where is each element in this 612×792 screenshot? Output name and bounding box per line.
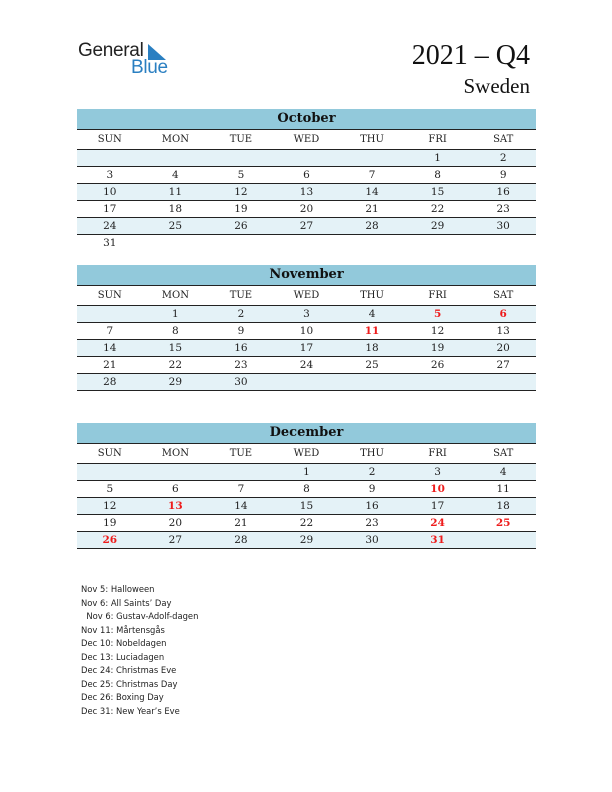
day-cell: 11: [143, 184, 209, 201]
day-cell: 14: [339, 184, 405, 201]
day-cell: 2: [339, 464, 405, 481]
day-cell: 15: [274, 498, 340, 515]
day-cell: 8: [274, 481, 340, 498]
holiday-list-item: Dec 25: Christmas Day: [81, 678, 178, 689]
day-cell: 1: [274, 464, 340, 481]
day-cell: 17: [274, 340, 340, 357]
day-cell: 12: [77, 498, 143, 515]
day-cell: 20: [143, 515, 209, 532]
weekday-header: FRI: [405, 286, 471, 306]
holiday-list-item: Nov 6: All Saints’ Day: [81, 597, 172, 608]
holiday-day-cell: 25: [470, 515, 536, 532]
day-cell: 29: [274, 532, 340, 549]
empty-day-cell: [470, 374, 536, 391]
day-cell: 27: [470, 357, 536, 374]
week-row: [77, 150, 536, 167]
day-cell: 3: [274, 306, 340, 323]
week-row: [77, 201, 536, 218]
weekday-header: MON: [143, 130, 209, 150]
weekday-header: MON: [143, 444, 209, 464]
day-cell: 6: [274, 167, 340, 184]
day-cell: 30: [208, 374, 274, 391]
weekday-header: THU: [339, 130, 405, 150]
day-cell: 7: [339, 167, 405, 184]
holiday-day-cell: 24: [405, 515, 471, 532]
day-cell: 18: [143, 201, 209, 218]
day-cell: 30: [339, 532, 405, 549]
week-row: [77, 306, 536, 323]
day-cell: 8: [405, 167, 471, 184]
day-cell: 18: [470, 498, 536, 515]
day-cell: 24: [77, 218, 143, 235]
logo-word-general: General: [78, 40, 144, 61]
holiday-day-cell: 26: [77, 532, 143, 549]
empty-day-cell: [143, 235, 209, 252]
week-row: [77, 515, 536, 532]
day-cell: 22: [143, 357, 209, 374]
empty-day-cell: [339, 235, 405, 252]
day-cell: 29: [405, 218, 471, 235]
month-title: December: [77, 423, 536, 444]
holiday-list-item: Nov 11: Mårtensgås: [81, 624, 165, 635]
day-cell: 27: [274, 218, 340, 235]
day-cell: 3: [77, 167, 143, 184]
empty-day-cell: [77, 150, 143, 167]
day-cell: 5: [208, 167, 274, 184]
day-cell: 22: [274, 515, 340, 532]
weekday-header: SUN: [77, 130, 143, 150]
empty-day-cell: [274, 374, 340, 391]
day-cell: 23: [208, 357, 274, 374]
month-grid: [77, 130, 536, 251]
weekday-header: SAT: [470, 286, 536, 306]
day-cell: 25: [143, 218, 209, 235]
empty-day-cell: [470, 532, 536, 549]
empty-day-cell: [274, 150, 340, 167]
day-cell: 28: [339, 218, 405, 235]
weekday-header: WED: [274, 130, 340, 150]
day-cell: 2: [470, 150, 536, 167]
empty-day-cell: [208, 150, 274, 167]
day-cell: 9: [339, 481, 405, 498]
week-row: [77, 340, 536, 357]
day-cell: 14: [77, 340, 143, 357]
week-row: [77, 167, 536, 184]
empty-day-cell: [143, 150, 209, 167]
weekday-header: SAT: [470, 130, 536, 150]
day-cell: 1: [143, 306, 209, 323]
day-cell: 18: [339, 340, 405, 357]
day-cell: 28: [77, 374, 143, 391]
day-cell: 14: [208, 498, 274, 515]
day-cell: 20: [470, 340, 536, 357]
week-row: [77, 184, 536, 201]
day-cell: 29: [143, 374, 209, 391]
holiday-day-cell: 31: [405, 532, 471, 549]
empty-day-cell: [208, 464, 274, 481]
month-title: October: [77, 109, 536, 130]
day-cell: 27: [143, 532, 209, 549]
weekday-header: TUE: [208, 444, 274, 464]
day-cell: 28: [208, 532, 274, 549]
day-cell: 4: [470, 464, 536, 481]
holiday-list-item: Dec 26: Boxing Day: [81, 692, 164, 702]
holiday-day-cell: 5: [405, 306, 471, 323]
day-cell: 23: [470, 201, 536, 218]
day-cell: 31: [103, 237, 117, 249]
empty-day-cell: [339, 150, 405, 167]
day-cell: 19: [405, 340, 471, 357]
empty-day-cell: [405, 235, 471, 252]
weekday-header: SUN: [77, 286, 143, 306]
holiday-list-item: Dec 13: Luciadagen: [81, 651, 165, 662]
day-cell: 25: [339, 357, 405, 374]
day-cell: 6: [143, 481, 209, 498]
day-cell: 19: [208, 201, 274, 218]
week-row: [77, 323, 536, 340]
day-cell: 3: [405, 464, 471, 481]
day-cell: 21: [208, 515, 274, 532]
holiday-list: [81, 583, 198, 718]
week-row: [77, 532, 536, 549]
empty-day-cell: [77, 306, 143, 323]
weekday-header: WED: [274, 444, 340, 464]
day-cell: 23: [339, 515, 405, 532]
weekday-header: THU: [339, 286, 405, 306]
logo: [78, 40, 178, 80]
day-cell: 7: [208, 481, 274, 498]
holiday-day-cell: 6: [470, 306, 536, 323]
day-cell: 22: [405, 201, 471, 218]
weekday-header: SAT: [470, 444, 536, 464]
day-cell: 4: [339, 306, 405, 323]
week-row: [77, 357, 536, 374]
holiday-list-item: Dec 31: New Year’s Eve: [81, 705, 180, 716]
holiday-list-item: Nov 5: Halloween: [81, 584, 155, 594]
weekday-header: FRI: [405, 444, 471, 464]
week-row: [77, 498, 536, 515]
weekday-header: MON: [143, 286, 209, 306]
day-cell: 5: [77, 481, 143, 498]
day-cell: 21: [339, 201, 405, 218]
day-cell: 12: [405, 323, 471, 340]
holiday-day-cell: 13: [143, 498, 209, 515]
empty-day-cell: [405, 374, 471, 391]
month-title: November: [77, 265, 536, 286]
day-cell: 20: [274, 201, 340, 218]
day-cell: 16: [208, 340, 274, 357]
day-cell: 26: [208, 218, 274, 235]
day-cell: 16: [339, 498, 405, 515]
month-grid: [77, 286, 536, 391]
week-row: [77, 235, 536, 252]
holiday-list-item: Dec 10: Nobeldagen: [81, 638, 167, 648]
week-row: [77, 481, 536, 498]
holiday-day-cell: 10: [405, 481, 471, 498]
day-cell: 24: [274, 357, 340, 374]
day-cell: 11: [470, 481, 536, 498]
holiday-list-item: Dec 24: Christmas Eve: [81, 665, 177, 675]
day-cell: 21: [77, 357, 143, 374]
day-cell: 4: [143, 167, 209, 184]
day-cell: 8: [143, 323, 209, 340]
month-calendar-december: [77, 423, 536, 549]
day-cell: 26: [405, 357, 471, 374]
week-row: [77, 374, 536, 391]
logo-word-blue: Blue: [131, 57, 168, 78]
empty-day-cell: [470, 235, 536, 252]
empty-day-cell: [208, 235, 274, 252]
country-name: Sweden: [463, 74, 530, 98]
day-cell: 30: [470, 218, 536, 235]
day-cell: 15: [405, 184, 471, 201]
weekday-header: TUE: [208, 286, 274, 306]
day-cell: 17: [77, 201, 143, 218]
day-cell: 2: [208, 306, 274, 323]
day-cell: 13: [274, 184, 340, 201]
holiday-day-cell: 11: [339, 323, 405, 340]
day-cell: 9: [208, 323, 274, 340]
day-cell: 15: [143, 340, 209, 357]
weekday-header: WED: [274, 286, 340, 306]
day-cell: 13: [470, 323, 536, 340]
weekday-header: THU: [339, 444, 405, 464]
day-cell: 19: [77, 515, 143, 532]
empty-day-cell: [77, 464, 143, 481]
empty-day-cell: [274, 235, 340, 252]
weekday-header: TUE: [208, 130, 274, 150]
weekday-header: FRI: [405, 130, 471, 150]
day-cell: 1: [405, 150, 471, 167]
day-cell: 12: [208, 184, 274, 201]
week-row: [77, 464, 536, 481]
month-calendar-october: [77, 109, 536, 251]
empty-day-cell: [339, 374, 405, 391]
day-cell: 17: [405, 498, 471, 515]
day-cell: 10: [77, 184, 143, 201]
day-cell: 10: [274, 323, 340, 340]
month-grid: [77, 444, 536, 549]
empty-day-cell: [143, 464, 209, 481]
week-row: [77, 218, 536, 235]
day-cell: 7: [77, 323, 143, 340]
holiday-list-item: Nov 6: Gustav-Adolf-dagen: [81, 611, 199, 621]
day-cell: 9: [470, 167, 536, 184]
weekday-header: SUN: [77, 444, 143, 464]
day-cell: 16: [470, 184, 536, 201]
month-calendar-november: [77, 265, 536, 391]
page-title: 2021 – Q4: [411, 40, 530, 71]
